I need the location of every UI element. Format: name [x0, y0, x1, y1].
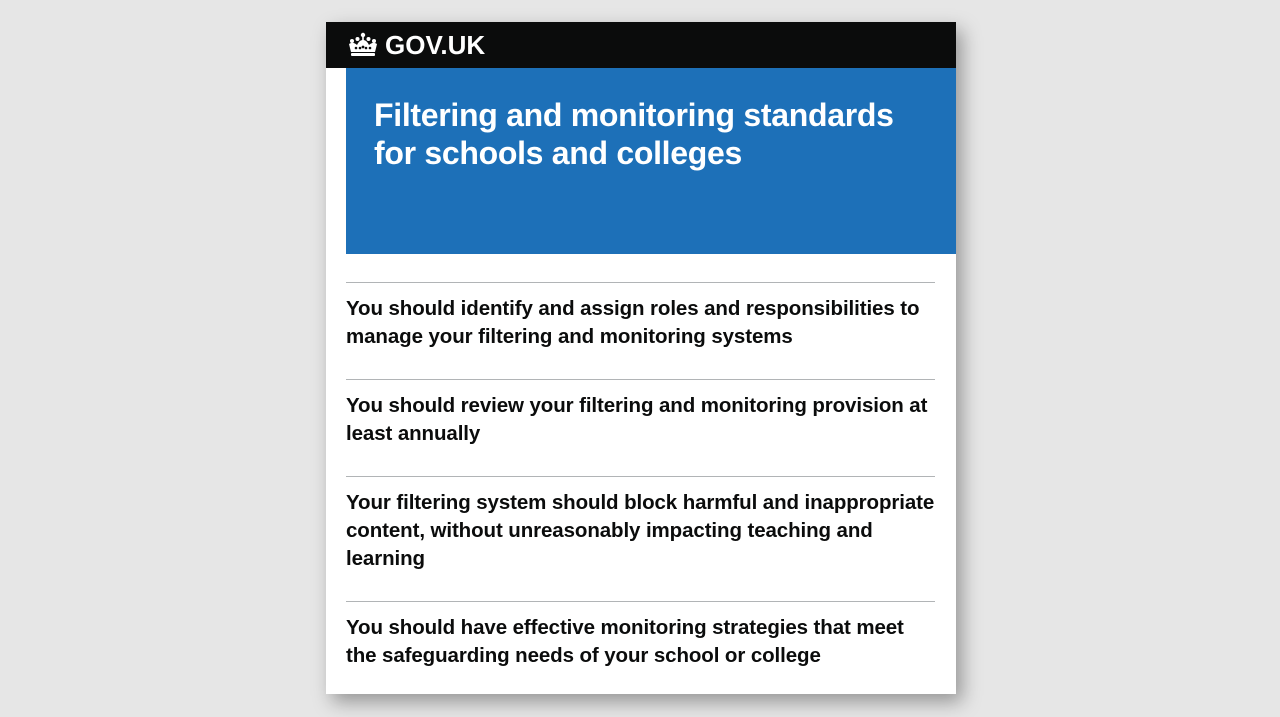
list-item: You should review your filtering and monitoring provision at least annually [346, 379, 935, 476]
govuk-logo[interactable] [346, 30, 485, 60]
page-card [326, 22, 956, 694]
crown-icon [346, 32, 380, 58]
logo-text: GOV.UK [385, 30, 486, 60]
list-item: You should identify and assign roles and responsibilities to manage your filtering and monitoring systems [346, 282, 935, 379]
hero-banner [346, 68, 956, 254]
list-item: Your filtering system should block harmful and inappropriate content, without unreasonably impacting teaching and learning [346, 476, 935, 601]
list-item: You should have effective monitoring strategies that meet the safeguarding needs of your school or college [346, 601, 935, 674]
page-title: Filtering and monitoring standards for schools and colleges [374, 97, 894, 171]
govuk-header [326, 22, 956, 68]
standards-list [346, 282, 935, 674]
